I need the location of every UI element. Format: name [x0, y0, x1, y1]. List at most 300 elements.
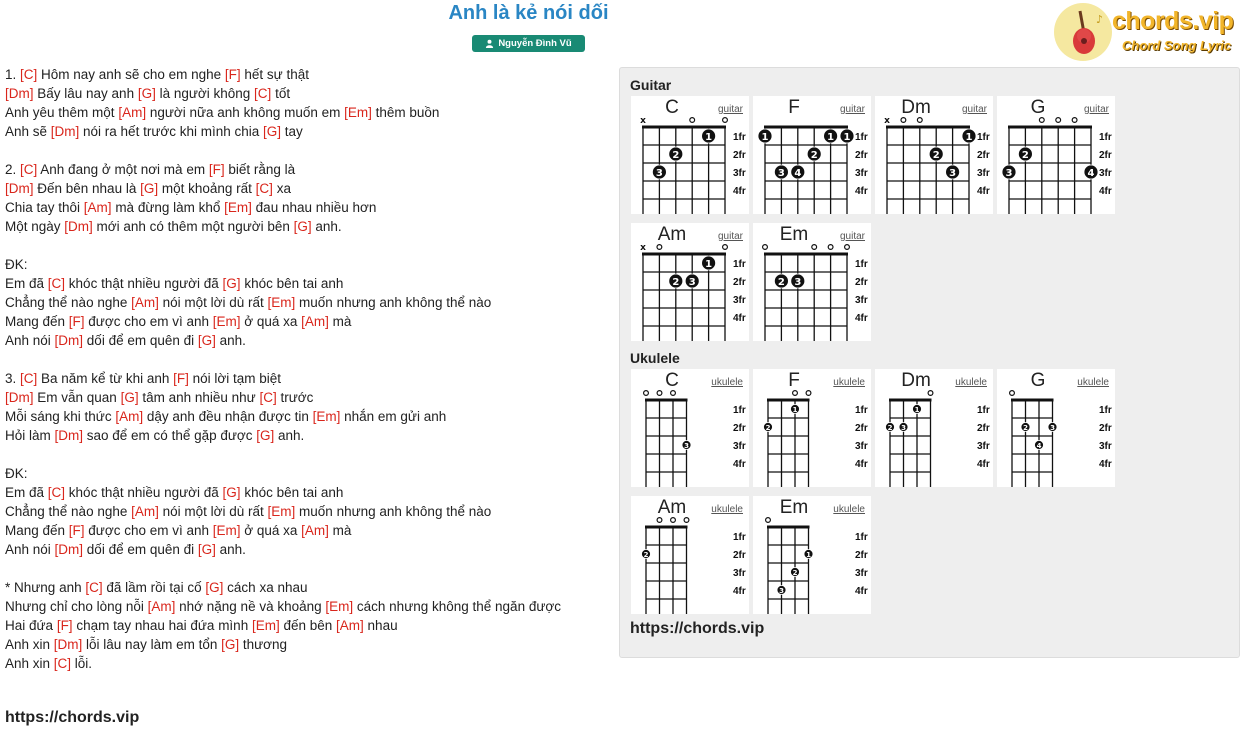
lyric-line	[5, 198, 605, 217]
chord-tag[interactable]: [Em]	[344, 105, 372, 120]
fret-label: 1fr	[733, 259, 746, 270]
chord-tag[interactable]: [Am]	[301, 314, 329, 329]
finger-number: 4	[794, 168, 802, 179]
chord-name: G	[1030, 370, 1046, 391]
lyric-line	[5, 122, 605, 141]
chord-tag[interactable]: [G]	[222, 276, 241, 291]
chord-tag[interactable]: [G]	[120, 390, 139, 405]
chord-tag[interactable]: [Dm]	[53, 637, 83, 652]
chord-tag[interactable]: [Dm]	[50, 124, 80, 139]
chord-tag[interactable]: [C]	[20, 67, 38, 82]
chord-tag[interactable]: [Em]	[212, 314, 241, 329]
chord-tag[interactable]: [C]	[53, 656, 72, 671]
lyric-text: nói một lời dù rất	[158, 504, 268, 519]
lyric-line	[5, 369, 605, 388]
lyric-line	[5, 312, 605, 331]
fret-label: 3fr	[855, 441, 868, 452]
lyric-text: sao để em có thể gặp được	[83, 428, 257, 443]
lyric-text: dối để em quên đi	[83, 333, 198, 348]
lyric-text: trước	[276, 390, 314, 405]
chord-name: Em	[779, 224, 809, 245]
lyric-line	[5, 217, 605, 236]
muted-string-marker: x	[884, 116, 890, 126]
lyric-text: cách nhưng không thể ngăn được	[353, 599, 561, 614]
lyric-text: tốt	[271, 86, 291, 101]
lyric-text: Chẳng thể nào nghe	[5, 295, 132, 310]
instrument-link[interactable]: guitar	[717, 231, 743, 242]
lyric-text: được cho em vì anh	[84, 314, 213, 329]
lyric-line	[5, 255, 605, 274]
lyric-text: Anh sẽ	[5, 124, 51, 139]
lyric-text: Anh xin	[5, 656, 54, 671]
chord-tag[interactable]: [C]	[47, 485, 66, 500]
finger-number: 2	[810, 150, 818, 161]
fret-label: 2fr	[855, 550, 868, 561]
finger-number: 2	[777, 277, 785, 288]
chord-name: Am	[657, 497, 687, 518]
lyric-line	[5, 350, 605, 369]
lyric-line	[5, 635, 605, 654]
chord-name: F	[788, 97, 800, 118]
lyric-text: Anh xin	[5, 637, 54, 652]
lyric-text: mà đừng làm khổ	[111, 200, 225, 215]
finger-number: 3	[779, 586, 784, 595]
chord-tag[interactable]: [Am]	[83, 200, 112, 215]
chord-tag[interactable]: [F]	[68, 523, 85, 538]
lyric-line	[5, 483, 605, 502]
lyric-text: tâm anh nhiều như	[138, 390, 260, 405]
instrument-link[interactable]: ukulele	[833, 377, 865, 388]
chord-tag[interactable]: [C]	[85, 580, 103, 595]
lyric-text: khóc bên tai anh	[240, 485, 344, 500]
fret-label: 1fr	[855, 259, 868, 270]
finger-number: 1	[965, 132, 973, 143]
chord-tag[interactable]: [F]	[208, 162, 225, 177]
chord-tag[interactable]: [F]	[56, 618, 73, 633]
lyric-text: Chia tay thôi	[5, 200, 84, 215]
chord-tag[interactable]: [Em]	[212, 523, 241, 538]
chord-tag[interactable]: [G]	[197, 542, 216, 557]
chord-tag[interactable]: [C]	[254, 86, 272, 101]
lyric-text: Mang đến	[5, 523, 69, 538]
lyric-line	[5, 141, 605, 160]
fret-label: 4fr	[733, 186, 746, 197]
lyric-text: nhớ nặng nề và khoảng	[175, 599, 326, 614]
chord-name: Em	[779, 497, 809, 518]
guitar-logo-icon	[1054, 3, 1112, 61]
fret-label: 2fr	[1099, 150, 1112, 161]
lyrics-body	[5, 65, 605, 673]
fret-label: 1fr	[855, 532, 868, 543]
ukulele-chord-c[interactable]	[631, 369, 749, 487]
finger-number: 3	[1050, 423, 1055, 432]
lyric-text: Nhưng chỉ cho lòng nỗi	[5, 599, 148, 614]
artist-name: Nguyễn Đình Vũ	[498, 38, 572, 49]
fret-label: 2fr	[733, 550, 746, 561]
lyric-text: thêm buồn	[371, 105, 440, 120]
lyric-line	[5, 160, 605, 179]
lyric-line	[5, 293, 605, 312]
fret-label: 2fr	[1099, 423, 1112, 434]
person-icon	[485, 39, 494, 48]
lyric-line	[5, 65, 605, 84]
lyric-text: đau nhau nhiều hơn	[251, 200, 377, 215]
instrument-link[interactable]: guitar	[839, 104, 865, 115]
finger-number: 3	[1005, 168, 1013, 179]
finger-number: 4	[1087, 168, 1095, 179]
finger-number: 2	[672, 277, 680, 288]
lyric-text: một khoảng rất	[158, 181, 256, 196]
chord-tag[interactable]: [Dm]	[54, 542, 84, 557]
fret-label: 3fr	[733, 295, 746, 306]
finger-number: 1	[827, 132, 835, 143]
lyric-text: là người không	[155, 86, 255, 101]
fret-label: 2fr	[977, 150, 990, 161]
chord-tag[interactable]: [Em]	[312, 409, 341, 424]
lyric-text: Em vẫn quan	[33, 390, 121, 405]
site-link-bottom[interactable]: https://chords.vip	[5, 709, 140, 726]
lyric-text: khóc bên tai anh	[240, 276, 344, 291]
lyric-text: Đến bên nhau là	[33, 181, 141, 196]
lyric-text: * Nhưng anh	[5, 580, 86, 595]
lyric-line	[5, 597, 605, 616]
lyric-text: ở quá xa	[240, 523, 302, 538]
ukulele-chord-am[interactable]	[631, 496, 749, 614]
lyric-text: biết rằng là	[224, 162, 296, 177]
lyric-text: ĐK:	[5, 257, 28, 272]
finger-number: 1	[843, 132, 851, 143]
ukulele-section-label: Ukulele	[630, 350, 680, 366]
ukulele-chord-g[interactable]	[997, 369, 1115, 487]
lyric-text: lỗi.	[71, 656, 93, 671]
chord-tag[interactable]: [C]	[20, 371, 38, 386]
finger-number: 1	[761, 132, 769, 143]
fret-label: 4fr	[733, 313, 746, 324]
fret-label: 3fr	[855, 168, 868, 179]
fret-label: 2fr	[733, 277, 746, 288]
finger-number: 2	[887, 423, 893, 432]
chord-tag[interactable]: [Dm]	[64, 219, 93, 234]
chord-tag[interactable]: [G]	[263, 124, 282, 139]
chord-tag[interactable]: [Dm]	[54, 428, 84, 443]
site-logo[interactable]	[1054, 3, 1240, 61]
lyric-text: Hỏi làm	[5, 428, 55, 443]
chord-tag[interactable]: [G]	[197, 333, 216, 348]
lyric-line	[5, 464, 605, 483]
finger-number: 1	[806, 550, 811, 559]
chord-tag[interactable]: [C]	[255, 181, 273, 196]
lyric-text: dậy anh đều nhận được tin	[143, 409, 313, 424]
svg-text:♪: ♪	[1096, 13, 1104, 26]
instrument-link[interactable]: guitar	[717, 104, 743, 115]
site-link-panel[interactable]: https://chords.vip	[630, 620, 765, 637]
lyric-text: Anh nói	[5, 333, 55, 348]
chord-name: C	[665, 370, 679, 391]
chord-tag[interactable]: [Am]	[336, 618, 364, 633]
finger-number: 2	[1023, 423, 1028, 432]
finger-number: 3	[688, 277, 696, 288]
lyric-text: Anh đang ở một nơi mà em	[37, 162, 209, 177]
lyric-line	[5, 388, 605, 407]
chord-name: G	[1030, 97, 1046, 118]
finger-number: 1	[705, 259, 713, 270]
lyric-text: Mỗi sáng khi thức	[5, 409, 116, 424]
lyric-text: Ba năm kể từ khi anh	[37, 371, 174, 386]
instrument-link[interactable]: ukulele	[955, 377, 987, 388]
lyric-line	[5, 426, 605, 445]
chord-tag[interactable]: [C]	[259, 390, 277, 405]
chord-tag[interactable]: [G]	[256, 428, 275, 443]
chord-tag[interactable]: [G]	[222, 485, 241, 500]
instrument-link[interactable]: guitar	[1083, 104, 1109, 115]
instrument-link[interactable]: guitar	[839, 231, 865, 242]
chord-tag[interactable]: [Am]	[115, 409, 144, 424]
instrument-link[interactable]: guitar	[961, 104, 987, 115]
finger-number: 3	[655, 168, 663, 179]
chord-tag[interactable]: [Am]	[118, 105, 147, 120]
chord-tag[interactable]: [G]	[140, 181, 159, 196]
chord-tag[interactable]: [F]	[224, 67, 241, 82]
lyric-line	[5, 103, 605, 122]
lyric-text: thương	[239, 637, 288, 652]
chord-tag[interactable]: [Dm]	[5, 181, 34, 196]
lyric-text: Hai đứa	[5, 618, 57, 633]
lyric-text: chạm tay nhau hai đứa mình	[72, 618, 252, 633]
guitar-chord-dm[interactable]	[875, 96, 993, 214]
guitar-chord-g[interactable]	[997, 96, 1115, 214]
fret-label: 3fr	[733, 168, 746, 179]
artist-badge[interactable]	[472, 35, 585, 52]
finger-number: 3	[901, 423, 906, 432]
fret-label: 1fr	[733, 132, 746, 143]
fret-label: 4fr	[733, 586, 746, 597]
lyric-text: anh.	[215, 333, 246, 348]
chord-tag[interactable]: [Am]	[131, 295, 159, 310]
lyric-line	[5, 407, 605, 426]
lyric-text: mới anh có thêm một người bên	[92, 219, 294, 234]
lyric-text: Bấy lâu nay anh	[33, 86, 138, 101]
lyric-text: mà	[328, 314, 352, 329]
lyric-text: 2.	[5, 162, 21, 177]
lyric-text: nhắn em gửi anh	[340, 409, 447, 424]
guitar-chord-am[interactable]	[631, 223, 749, 341]
fret-label: 4fr	[977, 186, 990, 197]
lyric-text: Em đã	[5, 276, 48, 291]
fret-label: 4fr	[855, 186, 868, 197]
fret-label: 2fr	[855, 423, 868, 434]
guitar-chord-c[interactable]	[631, 96, 749, 214]
lyric-text: ĐK:	[5, 466, 28, 481]
fret-label: 4fr	[855, 313, 868, 324]
chord-tag[interactable]: [C]	[20, 162, 38, 177]
song-title: Anh là kẻ nói dối	[448, 2, 609, 24]
lyric-text: mà	[328, 523, 352, 538]
lyric-text: nói lời tạm biệt	[188, 371, 282, 386]
lyric-text: anh.	[311, 219, 342, 234]
ukulele-chord-dm[interactable]	[875, 369, 993, 487]
lyric-text: 1.	[5, 67, 21, 82]
instrument-link[interactable]: ukulele	[1077, 377, 1109, 388]
fret-label: 1fr	[977, 132, 990, 143]
fret-label: 2fr	[977, 423, 990, 434]
fret-label: 3fr	[977, 168, 990, 179]
fret-label: 3fr	[1099, 441, 1112, 452]
finger-number: 2	[643, 550, 649, 559]
lyric-text: người nữa anh không muốn em	[146, 105, 345, 120]
muted-string-marker: x	[640, 116, 646, 126]
lyric-line	[5, 578, 605, 597]
fret-label: 2fr	[855, 277, 868, 288]
chord-tag[interactable]: [G]	[293, 219, 312, 234]
lyric-text: nói ra hết trước khi mình chia	[79, 124, 263, 139]
finger-number: 3	[777, 168, 785, 179]
chord-name: F	[788, 370, 800, 391]
fret-label: 3fr	[855, 295, 868, 306]
instrument-link[interactable]: ukulele	[711, 377, 743, 388]
guitar-chord-em[interactable]	[753, 223, 871, 341]
fret-label: 4fr	[855, 459, 868, 470]
lyric-line	[5, 559, 605, 578]
chord-name: Dm	[901, 370, 931, 391]
lyric-line	[5, 502, 605, 521]
chord-tag[interactable]: [G]	[221, 637, 240, 652]
chord-tag[interactable]: [Em]	[251, 618, 280, 633]
lyric-text: anh.	[215, 542, 246, 557]
lyric-text: Anh nói	[5, 542, 55, 557]
lyric-line	[5, 84, 605, 103]
lyric-text: muốn nhưng anh không thể nào	[295, 504, 492, 519]
lyric-line	[5, 521, 605, 540]
lyric-text: khóc thật nhiều người đã	[65, 276, 223, 291]
lyric-text: 3.	[5, 371, 21, 386]
finger-number: 3	[949, 168, 957, 179]
chord-tag[interactable]: [F]	[68, 314, 85, 329]
lyric-text: nhau	[363, 618, 398, 633]
chord-tag[interactable]: [G]	[137, 86, 156, 101]
ukulele-chord-f[interactable]	[753, 369, 871, 487]
ukulele-chord-em[interactable]	[753, 496, 871, 614]
finger-number: 3	[794, 277, 802, 288]
chord-name: C	[665, 97, 679, 118]
fret-label: 4fr	[1099, 459, 1112, 470]
lyric-text: Anh yêu thêm một	[5, 105, 119, 120]
chord-tag[interactable]: [Dm]	[54, 333, 84, 348]
instrument-link[interactable]: ukulele	[711, 504, 743, 515]
lyric-text: Mang đến	[5, 314, 69, 329]
chord-tag[interactable]: [G]	[205, 580, 224, 595]
lyric-line	[5, 654, 605, 673]
chord-tag[interactable]: [Em]	[325, 599, 354, 614]
lyric-line	[5, 540, 605, 559]
lyric-text: anh.	[274, 428, 305, 443]
lyric-text: hết sự thật	[240, 67, 309, 82]
finger-number: 3	[684, 441, 689, 450]
lyric-text: Một ngày	[5, 219, 65, 234]
lyric-text: Chẳng thể nào nghe	[5, 504, 132, 519]
lyric-text: được cho em vì anh	[84, 523, 213, 538]
fret-label: 4fr	[733, 459, 746, 470]
fret-label: 2fr	[855, 150, 868, 161]
guitar-section-label: Guitar	[630, 77, 672, 93]
lyric-text: ở quá xa	[240, 314, 302, 329]
lyric-text: khóc thật nhiều người đã	[65, 485, 223, 500]
lyric-text: lỗi lâu nay làm em tổn	[82, 637, 222, 652]
logo-brand: chords.vip	[1112, 7, 1234, 35]
fret-label: 1fr	[1099, 405, 1112, 416]
finger-number: 1	[705, 132, 713, 143]
muted-string-marker: x	[640, 243, 646, 253]
fret-label: 1fr	[855, 405, 868, 416]
chord-tag[interactable]: [F]	[173, 371, 189, 386]
chord-tag[interactable]: [Am]	[301, 523, 329, 538]
lyric-text: cách xa nhau	[223, 580, 308, 595]
lyric-line	[5, 236, 605, 255]
logo-tagline: Chord Song Lyric	[1122, 38, 1232, 53]
chord-tag[interactable]: [Dm]	[5, 86, 34, 101]
finger-number: 2	[932, 150, 940, 161]
lyric-line	[5, 331, 605, 350]
fret-label: 4fr	[977, 459, 990, 470]
chord-tag[interactable]: [Em]	[267, 504, 296, 519]
lyric-line	[5, 274, 605, 293]
finger-number: 4	[1036, 441, 1042, 450]
finger-number: 2	[672, 150, 680, 161]
lyric-text: Hôm nay anh sẽ cho em nghe	[37, 67, 225, 82]
lyric-text: muốn nhưng anh không thể nào	[295, 295, 492, 310]
chord-tag[interactable]: [Em]	[224, 200, 252, 215]
fret-label: 3fr	[733, 568, 746, 579]
chord-tag[interactable]: [Am]	[131, 504, 159, 519]
lyric-text: xa	[272, 181, 291, 196]
lyric-text: dối để em quên đi	[83, 542, 198, 557]
lyric-line	[5, 179, 605, 198]
fret-label: 1fr	[855, 132, 868, 143]
lyric-line	[5, 445, 605, 464]
guitar-chord-f[interactable]	[753, 96, 871, 214]
lyric-text: Em đã	[5, 485, 48, 500]
chord-tag[interactable]: [C]	[47, 276, 66, 291]
fret-label: 4fr	[855, 586, 868, 597]
fret-label: 4fr	[1099, 186, 1112, 197]
fret-label: 1fr	[733, 405, 746, 416]
fret-label: 1fr	[977, 405, 990, 416]
fret-label: 2fr	[733, 423, 746, 434]
lyric-text: đã lầm rồi tại cố	[102, 580, 206, 595]
chord-tag[interactable]: [Dm]	[5, 390, 34, 405]
fret-label: 3fr	[733, 441, 746, 452]
fret-label: 3fr	[855, 568, 868, 579]
chord-name: Am	[657, 224, 687, 245]
fret-label: 1fr	[733, 532, 746, 543]
fret-label: 3fr	[1099, 168, 1112, 179]
lyric-text: đến bên	[279, 618, 337, 633]
chord-name: Dm	[901, 97, 931, 118]
instrument-link[interactable]: ukulele	[833, 504, 865, 515]
lyric-text: nói một lời dù rất	[158, 295, 268, 310]
finger-number: 2	[1021, 150, 1029, 161]
finger-number: 1	[792, 405, 798, 414]
lyric-line	[5, 616, 605, 635]
fret-label: 3fr	[977, 441, 990, 452]
fret-label: 2fr	[733, 150, 746, 161]
finger-number: 1	[914, 405, 920, 414]
chord-tag[interactable]: [Am]	[147, 599, 176, 614]
lyric-text: tay	[281, 124, 303, 139]
fret-label: 1fr	[1099, 132, 1112, 143]
finger-number: 2	[792, 568, 798, 577]
chord-tag[interactable]: [Em]	[267, 295, 296, 310]
finger-number: 2	[765, 423, 771, 432]
